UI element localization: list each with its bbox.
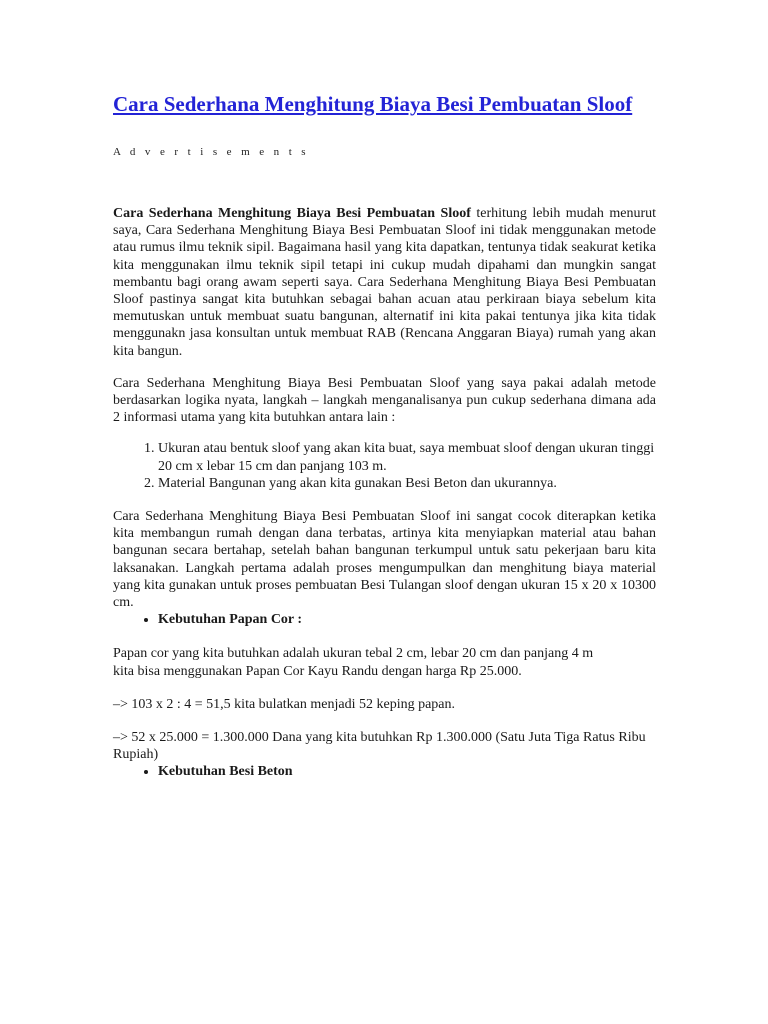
heading-papan-cor: • Kebutuhan Papan Cor :: [158, 611, 656, 628]
article-title-link[interactable]: Cara Sederhana Menghitung Biaya Besi Pembuatan Sloof: [113, 92, 633, 116]
list-item: 1. Ukuran atau bentuk sloof yang akan kita buat, saya membuat sloof dengan ukuran tinggi 20 cm x lebar 15 cm dan panjang 103 m.: [158, 440, 656, 474]
requirements-list: [113, 440, 656, 492]
calculation-line-2: –> 52 x 25.000 = 1.300.000 Dana yang kita butuhkan Rp 1.300.000 (Satu Juta Tiga Ratus Ribu Rupiah): [113, 730, 646, 763]
section-heading-list: [113, 763, 656, 780]
list-item: 2. Material Bangunan yang akan kita gunakan Besi Beton dan ukurannya.: [158, 475, 656, 492]
section-heading-list: [113, 611, 656, 628]
heading-besi-beton: • Kebutuhan Besi Beton: [158, 763, 656, 780]
intro-bold-text: Cara Sederhana Menghitung Biaya Besi Pembuatan Sloof: [113, 206, 471, 221]
usage-paragraph: Cara Sederhana Menghitung Biaya Besi Pembuatan Sloof ini sangat cocok diterapkan ketika kita membangun rumah dengan dana terbatas, artinya kita menyiapkan material atau bahan bangunan secara bertahap, setelah bahan bangunan terkumpul untuk satu pekerjaan baru kita laksanakan. Langkah pertama adalah proses mengumpulkan dan menghitung biaya material yang kita gunakan untuk proses pembuatan Besi Tulangan sloof dengan ukuran 15 x 20 x 10300 cm.: [113, 509, 656, 611]
article-title: [113, 90, 656, 118]
article-body: [113, 90, 656, 781]
advertisements-label: A d v e r t i s e m e n t s: [113, 146, 309, 158]
method-paragraph: Cara Sederhana Menghitung Biaya Besi Pembuatan Sloof yang saya pakai adalah metode berdasarkan logika nyata, langkah – langkah menganalisanya pun cukup sederhana dimana ada 2 informasi utama yang kita butuhkan antara lain :: [113, 375, 656, 426]
intro-text: terhitung lebih mudah menurut saya, Cara Sederhana Menghitung Biaya Besi Pembuatan Sloof ini tidak menggunakan metode atau rumus ilmu teknik sipil. Bagaimana hasil yang kita dapatkan, tentunya tidak seakurat ketika kita menggunakan ilmu teknik sipil tetapi ini cukup mudah dipahami dan mungkin sangat membantu bagi orang awam seperti saya. Cara Sederhana Menghitung Biaya Besi Pembuatan Sloof pastinya sangat kita butuhkan sebagai bahan acuan atau perkiraan biaya sebelum kita memutuskan untuk membuat suatu bangunan, alternatif ini kita pakai tentunya jika kita tidak menggunakn jasa konsultan untuk membuat RAB (Rencana Anggaran Biaya) rumah yang akan kita bangun.: [113, 206, 657, 359]
papan-paragraph: [113, 645, 656, 679]
calculation-line-1: –> 103 x 2 : 4 = 51,5 kita bulatkan menjadi 52 keping papan.: [113, 696, 456, 712]
papan-line-2: kita bisa menggunakan Papan Cor Kayu Randu dengan harga Rp 25.000.: [113, 663, 522, 679]
papan-line-1: Papan cor yang kita butuhkan adalah ukuran tebal 2 cm, lebar 20 cm dan panjang 4 m: [113, 646, 594, 662]
intro-paragraph: [113, 205, 656, 360]
